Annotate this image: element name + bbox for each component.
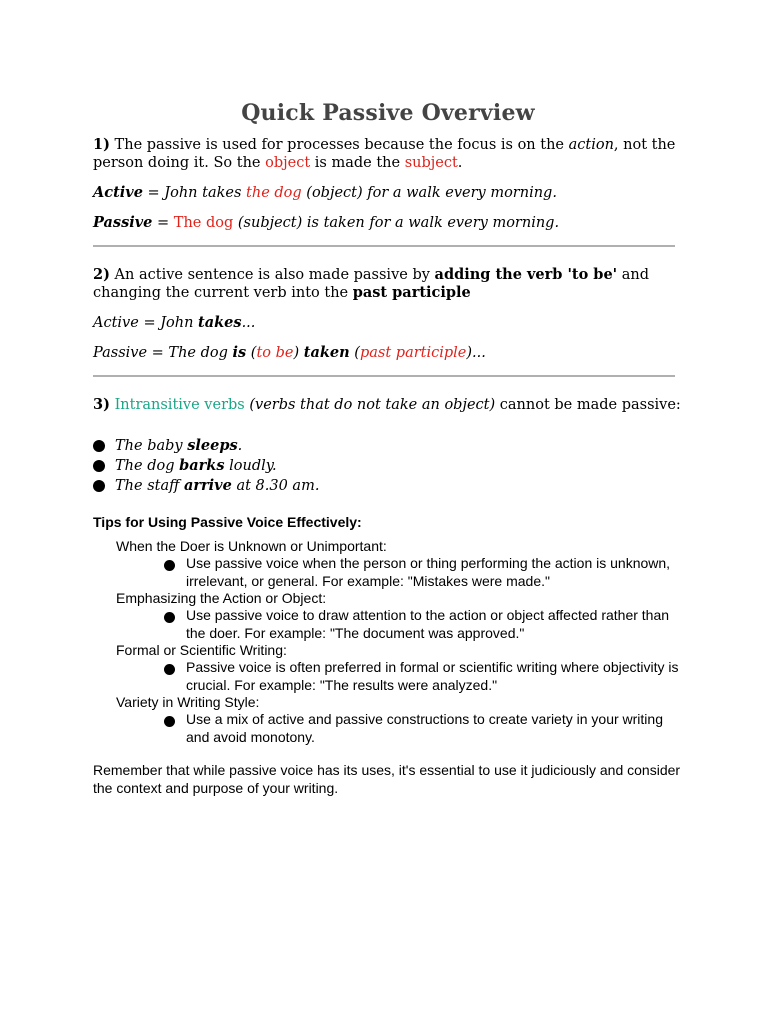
passive-taken-example (93, 344, 683, 362)
tip-heading: When the Doer is Unknown or Unimportant: (116, 538, 387, 554)
tip-heading: Emphasizing the Action or Object: (116, 590, 327, 606)
active-example-post: (object) for a walk every morning. (301, 185, 557, 201)
bullet-1-post: . (237, 438, 243, 454)
section-1-text-end: . (457, 155, 463, 171)
active-example (93, 184, 683, 202)
list-item (115, 456, 683, 476)
closing-paragraph: Remember that while passive voice has its uses, it's essential to use it judiciously and consider the context and purpose of your writing. (93, 762, 681, 796)
tip-body: Use a mix of active and passive constructions to create variety in your writing and avoid monotony. (186, 711, 683, 746)
section-2-number: 2) (93, 266, 110, 283)
tip-item (116, 694, 683, 746)
passive-example (93, 214, 683, 232)
bullet-2-pre: The dog (115, 458, 180, 474)
active-example-pre: = John takes (142, 185, 247, 201)
section-1-text-a: The passive is used for processes because the focus is on the (109, 137, 569, 153)
tip-body: Use passive voice when the person or thing performing the action is unknown, irrelevant, or general. For example: "Mistakes were made." (186, 555, 683, 590)
bullet-3-pre: The staff (115, 478, 184, 494)
ex2-paren-open: ( (246, 345, 257, 361)
bullet-3-verb: arrive (184, 477, 232, 494)
ex1-takes: takes (198, 314, 242, 331)
tip-body: Use passive voice to draw attention to the action or object affected rather than the doer. For example: "The document was approved." (186, 607, 683, 642)
section-1-text-c: is made the (310, 155, 405, 171)
ex2-past-participle: past participle (359, 345, 467, 361)
ex1-post: ... (241, 315, 256, 331)
divider-2 (93, 375, 675, 377)
section-1-number: 1) (93, 136, 110, 153)
intransitive-examples-list (93, 436, 683, 496)
section-1-intro (93, 136, 683, 172)
list-item (115, 476, 683, 496)
passive-equals: = (152, 215, 174, 231)
ex2-is: is (232, 344, 247, 361)
ex1-pre: Active = John (93, 315, 199, 331)
tip-item (116, 590, 683, 642)
word-action: action (568, 137, 614, 153)
tip-heading: Formal or Scientific Writing: (116, 642, 287, 658)
tip-item (116, 538, 683, 590)
ex2-paren2-open: ( (349, 345, 360, 361)
past-participle-term: past participle (352, 284, 471, 301)
section-2-intro (93, 266, 683, 302)
ex2-taken: taken (303, 344, 350, 361)
section-1-text-b: , not the person doing it. So the (93, 137, 676, 171)
ex2-pre: Passive = The dog (93, 345, 233, 361)
tips-heading: Tips for Using Passive Voice Effectively: (93, 514, 362, 530)
passive-example-post: (subject) is taken for a walk every morning. (233, 215, 560, 231)
adding-verb-to-be: adding the verb 'to be' (434, 266, 618, 283)
ex2-to-be: to be (256, 345, 294, 361)
word-subject: subject (404, 155, 458, 171)
list-item (115, 436, 683, 456)
tip-heading: Variety in Writing Style: (116, 694, 260, 710)
tip-body: Passive voice is often preferred in formal or scientific writing where objectivity is crucial. For example: "The results were analyzed." (186, 659, 683, 694)
section-3-intro (93, 396, 683, 414)
active-example-object: the dog (246, 185, 302, 201)
ex2-paren-close: ) (293, 345, 304, 361)
intransitive-definition: (verbs that do not take an object) (244, 397, 496, 413)
section-3-text-rest: cannot be made passive: (495, 397, 681, 413)
active-label: Active (93, 184, 143, 201)
active-takes-example (93, 314, 683, 332)
section-2-text-a: An active sentence is also made passive by (109, 267, 435, 283)
tip-item (116, 642, 683, 694)
bullet-1-pre: The baby (115, 438, 188, 454)
divider-1 (93, 245, 675, 247)
bullet-1-verb: sleeps (187, 437, 238, 454)
intransitive-verbs-term: Intransitive verbs (114, 397, 245, 413)
bullet-3-post: at 8.30 am. (231, 478, 320, 494)
section-3-number: 3) (93, 396, 110, 413)
passive-example-subject: The dog (173, 215, 234, 231)
document-content (93, 100, 683, 797)
section-2-text-b: and changing the current verb into the (93, 267, 649, 301)
ex2-end: )... (466, 345, 486, 361)
bullet-2-post: loudly. (224, 458, 277, 474)
bullet-2-verb: barks (179, 457, 225, 474)
page-title: Quick Passive Overview (241, 100, 535, 126)
word-object: object (265, 155, 311, 171)
tips-section (93, 514, 683, 797)
passive-label: Passive (93, 214, 153, 231)
